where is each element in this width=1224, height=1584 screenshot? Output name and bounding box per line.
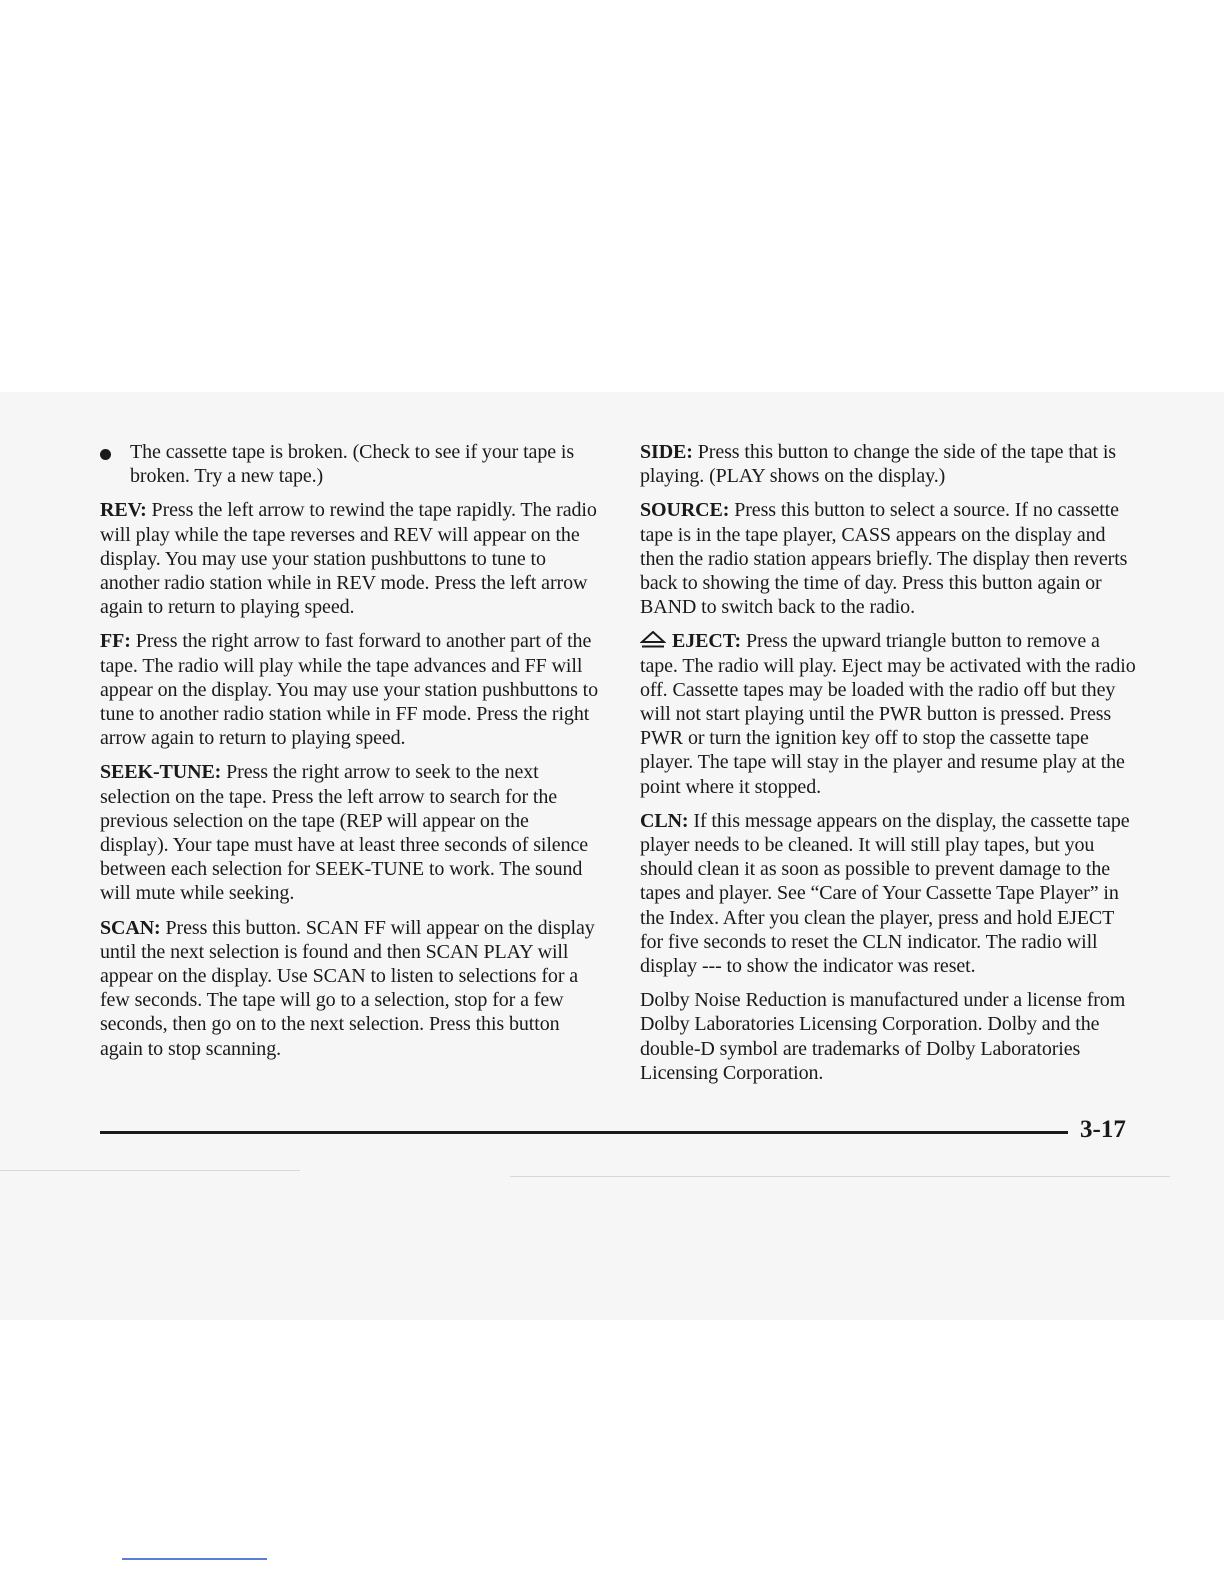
eject-paragraph — [640, 629, 1140, 798]
rev-paragraph — [100, 498, 600, 619]
source-text: Press this button to select a source. If no cassette tape is in the tape player, CASS appears on the display and then the radio station appears briefly. The display then reverts back to showing the time of day. Press this button again or BAND to switch back to the radio. — [640, 499, 1128, 619]
eject-icon — [640, 631, 666, 649]
ff-text: Press the right arrow to fast forward to another part of the tape. The radio will play while the tape advances and FF will appear on the display. You may use your station pushbuttons to tune to another radio station while in FF mode. Press the right arrow again to return to playing speed. — [100, 630, 599, 750]
side-paragraph — [640, 440, 1140, 488]
ff-term: FF: — [100, 630, 131, 653]
eject-text: Press the upward triangle button to remove a tape. The radio will play. Eject may be activated with the radio off. Cassette tapes may be loaded with the radio off but they will not start playing until the PWR button is pressed. Press PWR or turn the ignition key off to stop the cassette tape player. The tape will stay in the player and resume play at the point where it stopped. — [640, 630, 1136, 798]
scan-paragraph — [100, 916, 600, 1061]
eject-term: EJECT: — [672, 630, 742, 653]
bullet-item-broken-tape — [100, 440, 600, 488]
cln-paragraph — [640, 809, 1140, 978]
bullet-text: The cassette tape is broken. (Check to see if your tape is broken. Try a new tape.) — [130, 441, 575, 488]
rev-term: REV: — [100, 499, 147, 522]
bottom-accent-line — [122, 1558, 267, 1560]
page-number: 3-17 — [1080, 1116, 1126, 1143]
scan-artifact-line — [510, 1176, 1170, 1177]
scan-text: Press this button. SCAN FF will appear on the display until the next selection is found and then SCAN PLAY will appear on the display. Use SCAN to listen to selections for a few seconds. The tape will go to a selection, stop for a few seconds, then go on to the next selection. Press this button again to stop scanning. — [100, 916, 595, 1060]
ff-paragraph — [100, 629, 600, 750]
seek-tune-text: Press the right arrow to seek to the next selection on the tape. Press the left arrow to search for the previous selection on the tape (REP will appear on the display). Your tape must have at least three seconds of silence between each selection for SEEK-TUNE to work. The sound will mute while seeking. — [100, 761, 589, 905]
source-term: SOURCE: — [640, 499, 730, 522]
footer-rule — [100, 1131, 1068, 1134]
left-column — [100, 440, 600, 1071]
bullet-dot-icon — [100, 449, 111, 460]
dolby-paragraph: Dolby Noise Reduction is manufactured under a license from Dolby Laboratories Licensing Corporation. Dolby and the double-D symbol are trademarks of Dolby Laboratories Licensing Corporation. — [640, 989, 1126, 1084]
seek-tune-paragraph — [100, 760, 600, 905]
rev-text: Press the left arrow to rewind the tape rapidly. The radio will play while the tape reverses and REV will appear on the display. You may use your station pushbuttons to tune to another radio station while in REV mode. Press the left arrow again to return to playing speed. — [100, 499, 597, 619]
source-paragraph — [640, 498, 1140, 619]
side-term: SIDE: — [640, 441, 693, 463]
side-text: Press this button to change the side of the tape that is playing. (PLAY shows on the display.) — [640, 441, 1116, 488]
right-column — [640, 440, 1140, 1095]
scan-artifact-line — [0, 1170, 300, 1171]
seek-tune-term: SEEK-TUNE: — [100, 761, 222, 784]
cln-term: CLN: — [640, 809, 689, 832]
cln-text: If this message appears on the display, the cassette tape player needs to be cleaned. It will still play tapes, but you should clean it as soon as possible to prevent damage to the tapes and player. See “Care of Your Cassette Tape Player” in the Index. After you clean the player, press and hold EJECT for five seconds to reset the CLN indicator. The radio will display --- to show the indicator was reset. — [640, 809, 1130, 978]
scan-term: SCAN: — [100, 916, 161, 939]
